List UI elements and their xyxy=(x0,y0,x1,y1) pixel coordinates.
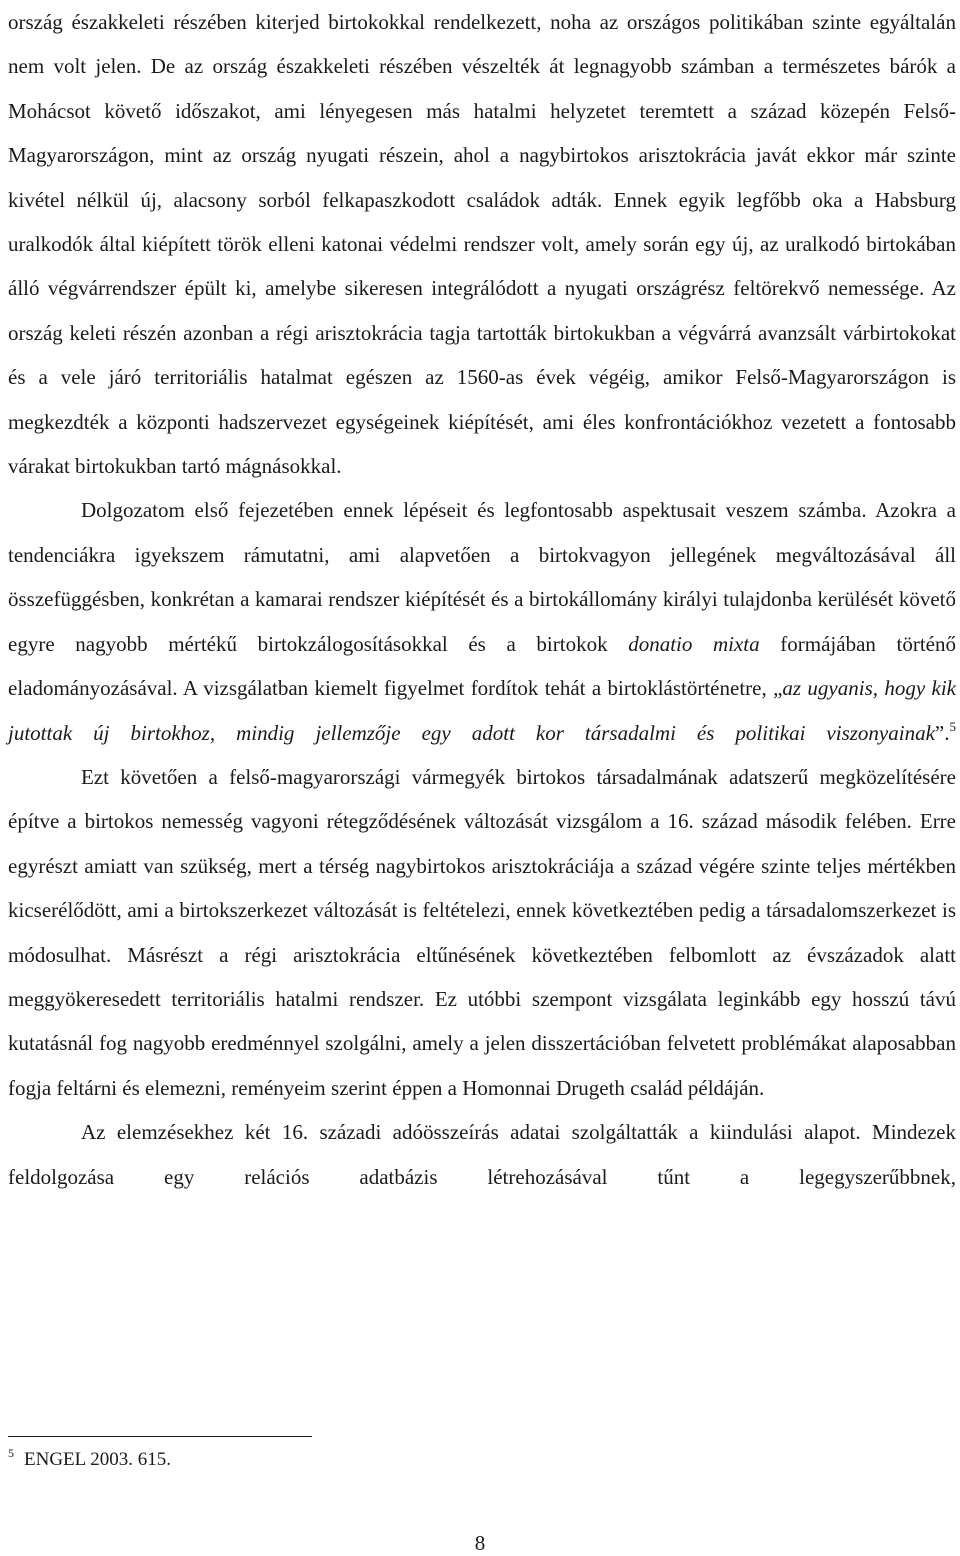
footnote-reference[interactable]: 5 xyxy=(949,718,956,734)
footnote-separator xyxy=(8,1436,312,1437)
page-number: 8 xyxy=(474,1531,486,1555)
paragraph-2-text-a: Dolgozatom első fejezetében ennek lépéseit és legfontosabb aspektusait veszem számba. Azokra a tendenciákra igyekszem rámutatni, ami alapvetően a birtokvagyon jellegének megváltozásával áll összefüggésben, konkrétan a kamarai rendszer kiépítését és a birtokállomány királyi tulajdonba kerülését követő egyre nagyobb mértékű birtokzálogosításokkal és a birtokok xyxy=(8,498,956,656)
footnote xyxy=(8,1448,171,1472)
paragraph-2-italic-term: donatio mixta xyxy=(628,631,760,656)
paragraph-4: Az elemzésekhez két 16. századi adóösszeírás adatai szolgáltatták a kiindulási alapot. Mindezek feldolgozása egy relációs adatbázis létrehozásával tűnt a legegyszerűbbnek, xyxy=(8,1120,956,1189)
document-page xyxy=(8,0,956,1199)
footnote-text: ENGEL 2003. 615. xyxy=(24,1449,172,1470)
footnote-number: 5 xyxy=(8,1446,14,1460)
paragraph-1: ország északkeleti részében kiterjed birtokokkal rendelkezett, noha az országos politikában szinte egyáltalán nem volt jelen. De az ország északkeleti részében vészelték át legnagyobb számban a természetes bárók a Mohácsot követő időszakot, ami lényegesen más hatalmi helyzetet teremtett a század közepén Felső-Magyarországon, mint az ország nyugati részein, ahol a nagybirtokos arisztokrácia javát ekkor már szinte kivétel nélkül új, alacsony sorból felkapaszkodott családok adták. Ennek egyik legfőbb oka a Habsburg uralkodók által kiépített török elleni katonai védelmi rendszer volt, amely során egy új, az uralkodó birtokában álló végvárrendszer épült ki, amelybe sikeresen integrálódott a nyugati országrész feltörekvő nemessége. Az ország keleti részén azonban a régi arisztokrácia tagja tartották birtokukban a végvárrá avanzsált várbirtokokat és a vele járó territoriális hatalmat egészen az 1560-as évek végéig, amikor Felső-Magyarországon is megkezdték a központi hadszervezet egységeinek kiépítését, ami éles konfrontációkhoz vezetett a fontosabb várakat birtokukban tartó mágnásokkal. xyxy=(8,10,956,479)
paragraph-2-italic-quote: az ugyanis, hogy kik jutottak új birtokhoz, mindig jellemzője egy adott kor társadalmi és politikai viszonyainak xyxy=(8,676,957,745)
paragraph-2-text-c: ”. xyxy=(934,720,950,745)
paragraph-2 xyxy=(8,488,956,754)
paragraph-2-text-b: formájában történő eladományozásával. A vizsgálatban kiemelt figyelmet fordítok tehát a birtoklástörténetre, „ xyxy=(8,631,956,701)
paragraph-3: Ezt követően a felső-magyarországi vármegyék birtokos társadalmának adatszerű megközelítésére építve a birtokos nemesség vagyoni rétegződésének változását vizsgálom a 16. század második felében. Erre egyrészt amiatt van szükség, mert a térség nagybirtokos arisztokráciája a század végére szinte teljes mértékben kicserélődött, ami a birtokszerkezet változását is feltételezi, ennek következtében pedig a társadalomszerkezet is módosulhat. Másrészt a régi arisztokrácia eltűnésének következtében felbomlott az évszázadok alatt meggyökeresedett territoriális hatalmi rendszer. Ez utóbbi szempont vizsgálata leginkább egy hosszú távú kutatásnál fog nagyobb eredménnyel szolgálni, amely a jelen disszertációban felvetett problémákat alaposabban fogja feltárni és elemezni, reményeim szerint éppen a Homonnai Drugeth család példáján. xyxy=(8,764,956,1100)
